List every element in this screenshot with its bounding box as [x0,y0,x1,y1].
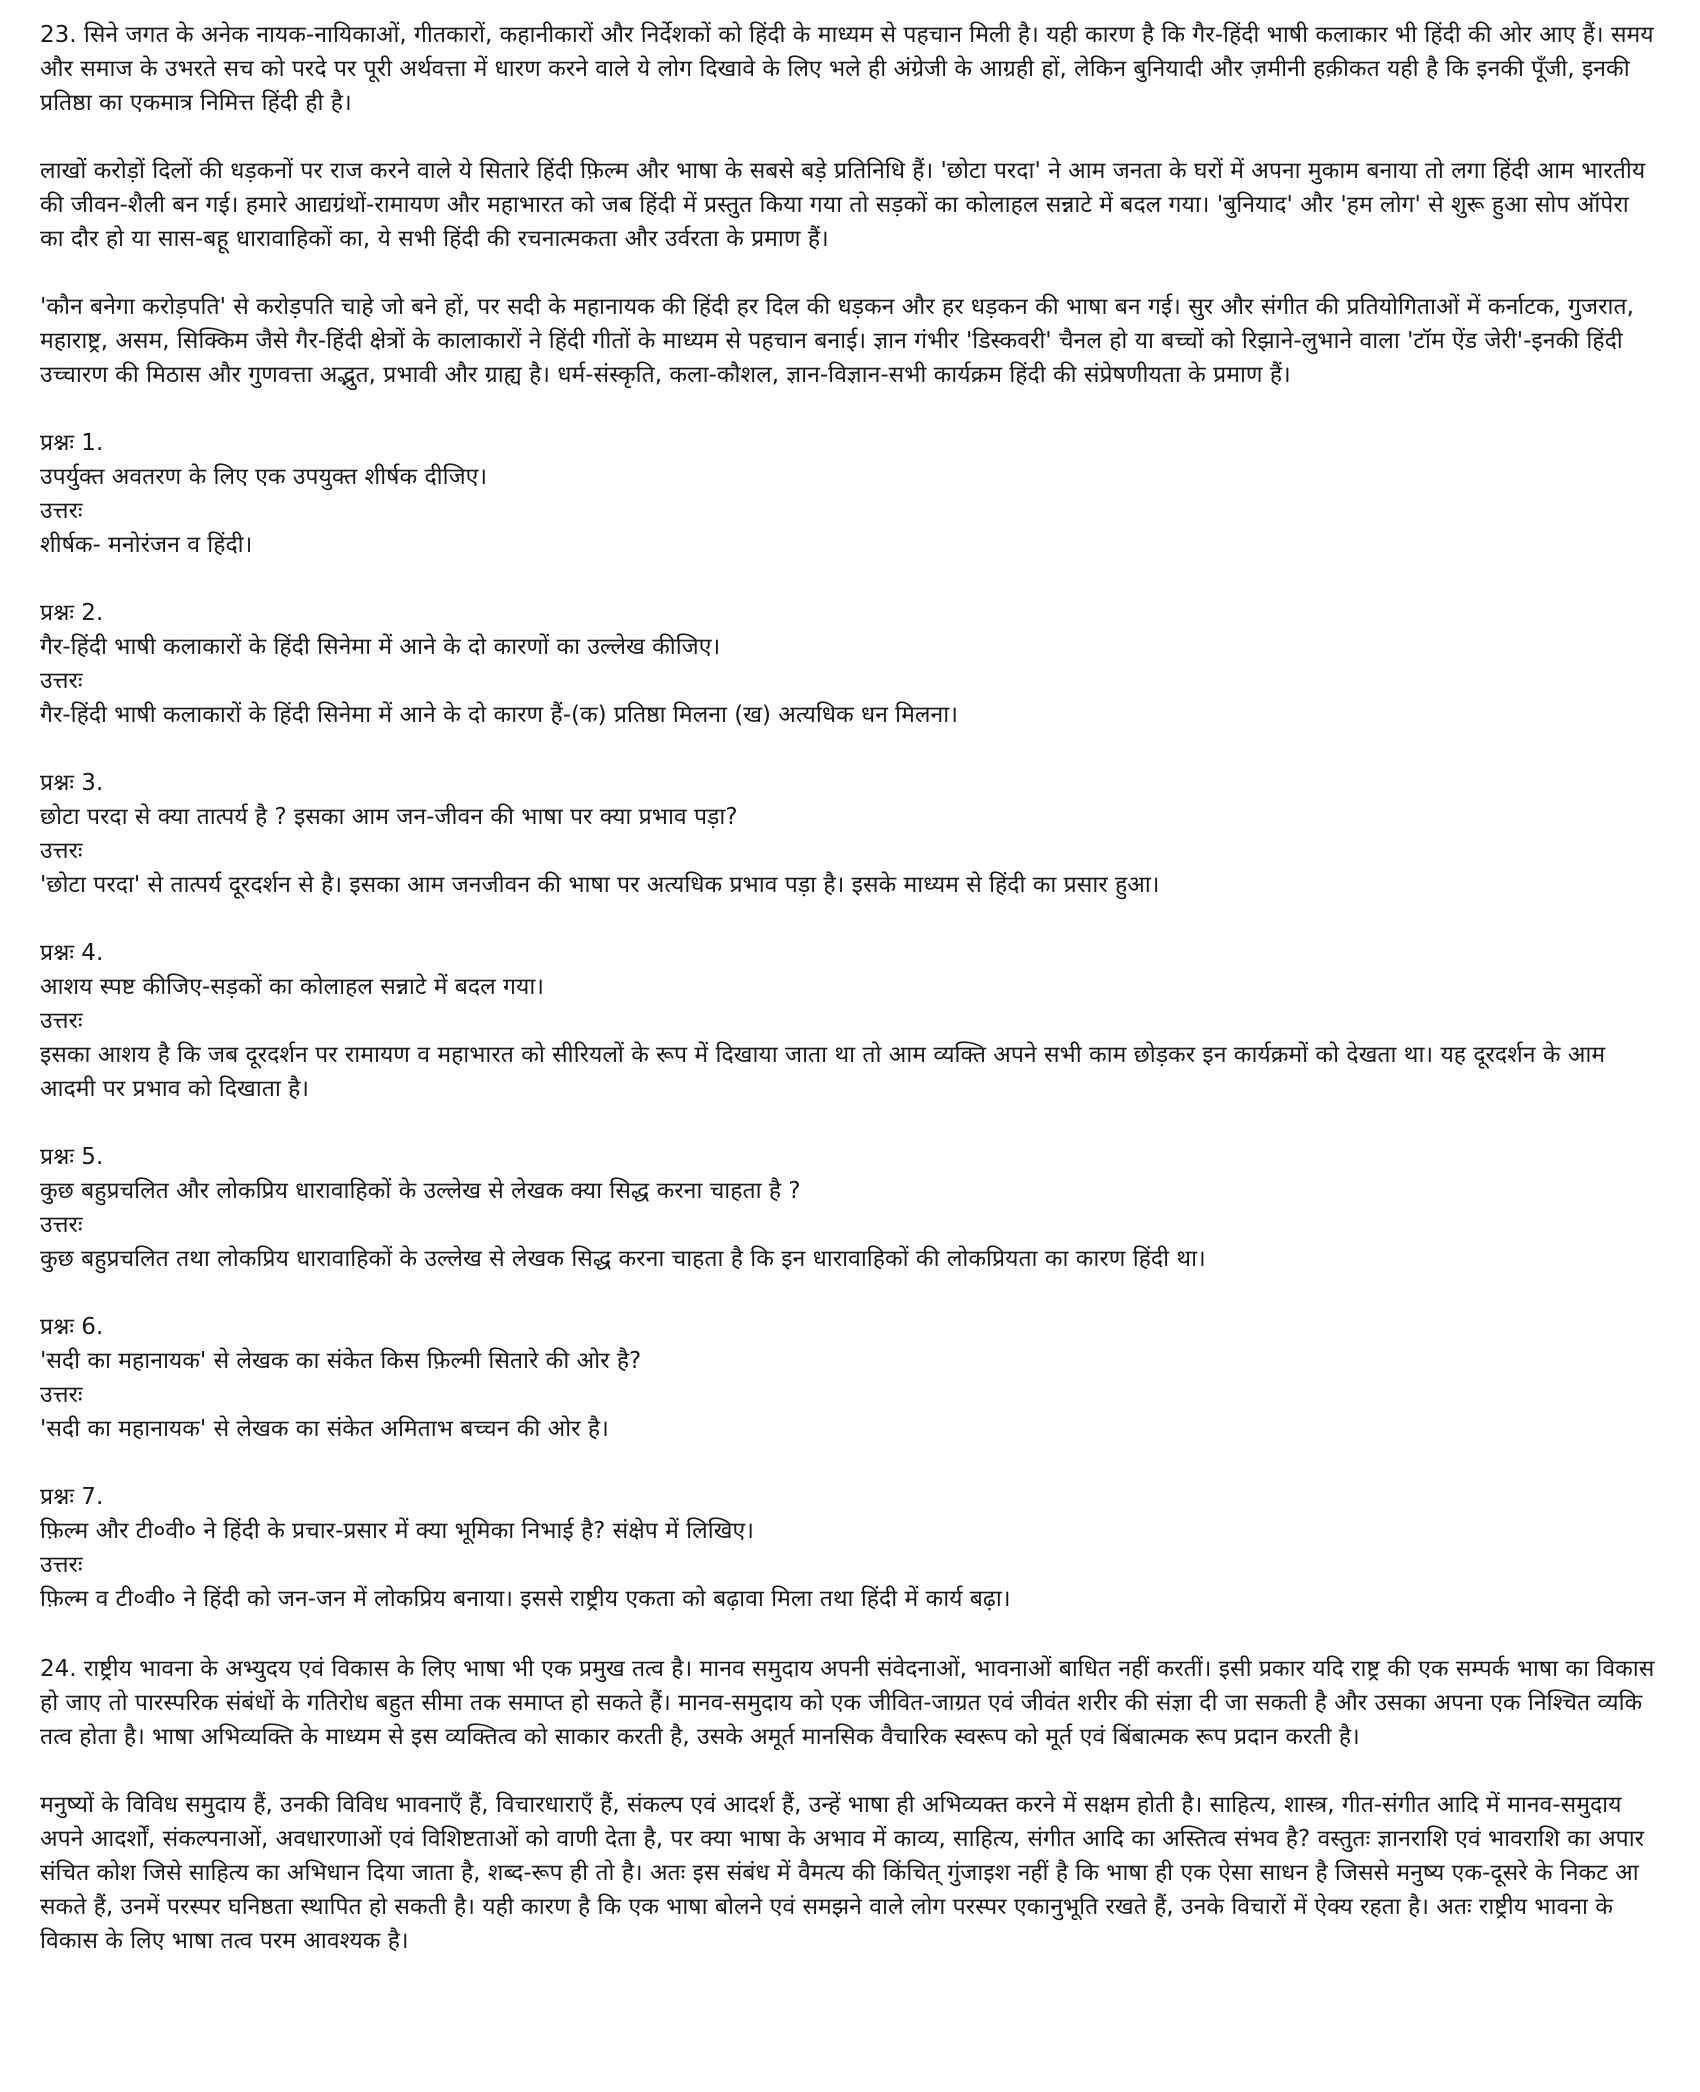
answer-label: उत्तरः [40,498,83,524]
passage-23-paragraph-3: 'कौन बनेगा करोड़पति' से करोड़पति चाहे जो बने हों, पर सदी के महानायक की हिंदी हर दिल की धड़कन और हर धड़कन की भाषा बन गई। सुर और संगीत की प्रतियोगिताओं में कर्नाटक, गुजरात, महाराष्ट्र, असम, सिक्किम जैसे गैर-हिंदी क्षेत्रों के कालाकारों ने हिंदी गीतों के माध्यम से पहचान बनाई। ज्ञान गंभीर 'डिस्कवरी' चैनल हो या बच्चों को रिझाने-लुभाने वाला 'टॉम ऐंड जेरी'-इनकी हिंदी उच्चारण की मिठास और गुणवत्ता अद्भुत, प्रभावी और ग्राह्य है। धर्म-संस्कृति, कला-कौशल, ज्ञान-विज्ञान-सभी कार्यक्रम हिंदी की संप्रेषणीयता के प्रमाण हैं। [40,294,1634,388]
question-block-5 [40,1140,1658,1276]
answer-text: कुछ बहुप्रचलित तथा लोकप्रिय धारावाहिकों के उल्लेख से लेखक सिद्ध करना चाहता है कि इन धारावाहिकों की लोकप्रियता का कारण हिंदी था। [40,1246,1206,1272]
question-label: प्रश्नः 3. [40,770,104,796]
question-block-4 [40,936,1658,1106]
question-text: कुछ बहुप्रचलित और लोकप्रिय धारावाहिकों के उल्लेख से लेखक क्या सिद्ध करना चाहता है ? [40,1178,801,1204]
answer-label: उत्तरः [40,1008,83,1034]
question-text: छोटा परदा से क्या तात्पर्य है ? इसका आम जन-जीवन की भाषा पर क्या प्रभाव पड़ा? [40,804,738,830]
question-block-7 [40,1480,1658,1616]
question-text: गैर-हिंदी भाषी कलाकारों के हिंदी सिनेमा में आने के दो कारणों का उल्लेख कीजिए। [40,634,721,660]
answer-label: उत्तरः [40,1382,83,1408]
question-label: प्रश्नः 4. [40,940,104,966]
answer-text: शीर्षक- मनोरंजन व हिंदी। [40,532,253,558]
question-text: 'सदी का महानायक' से लेखक का संकेत किस फ़िल्मी सितारे की ओर है? [40,1348,642,1374]
question-block-6 [40,1310,1658,1446]
answer-text: गैर-हिंदी भाषी कलाकारों के हिंदी सिनेमा में आने के दो कारण हैं-(क) प्रतिष्ठा मिलना (ख) अत्यधिक धन मिलना। [40,702,958,728]
question-block-3 [40,766,1658,902]
question-label: प्रश्नः 7. [40,1484,104,1510]
question-text: आशय स्पष्ट कीजिए-सड़कों का कोलाहल सन्नाटे में बदल गया। [40,974,545,1000]
question-label: प्रश्नः 1. [40,430,104,456]
answer-text: फ़िल्म व टी०वी० ने हिंदी को जन-जन में लोकप्रिय बनाया। इससे राष्ट्रीय एकता को बढ़ावा मिला तथा हिंदी में कार्य बढ़ा। [40,1586,1011,1612]
answer-label: उत्तरः [40,1552,83,1578]
answer-text: 'सदी का महानायक' से लेखक का संकेत अमिताभ बच्चन की ओर है। [40,1416,609,1442]
passage-23-paragraph-2: लाखों करोड़ों दिलों की धड़कनों पर राज करने वाले ये सितारे हिंदी फ़िल्म और भाषा के सबसे बड़े प्रतिनिधि हैं। 'छोटा परदा' ने आम जनता के घरों में अपना मुकाम बनाया तो लगा हिंदी आम भारतीय की जीवन-शैली बन गई। हमारे आद्यग्रंथों-रामायण और महाभारत को जब हिंदी में प्रस्तुत किया गया तो सड़कों का कोलाहल सन्नाटे में बदल गया। 'बुनियाद' और 'हम लोग' से शुरू हुआ सोप ऑपेरा का दौर हो या सास-बहू धारावाहिकों का, ये सभी हिंदी की रचनात्मकता और उर्वरता के प्रमाण हैं। [40,158,1646,252]
answer-label: उत्तरः [40,668,83,694]
question-label: प्रश्नः 6. [40,1314,104,1340]
question-block-1 [40,426,1658,562]
question-text: उपर्युक्त अवतरण के लिए एक उपयुक्त शीर्षक दीजिए। [40,464,488,490]
passage-24-paragraph-1: 24. राष्ट्रीय भावना के अभ्युदय एवं विकास के लिए भाषा भी एक प्रमुख तत्व है। मानव समुदाय अपनी संवेदनाओं, भावनाओं बाधित नहीं करतीं। इसी प्रकार यदि राष्ट्र की एक सम्पर्क भाषा का विकास हो जाए तो पारस्परिक संबंधों के गतिरोध बहुत सीमा तक समाप्त हो सकते हैं। मानव-समुदाय को एक जीवित-जाग्रत एवं जीवंत शरीर की संज्ञा दी जा सकती है और उसका अपना एक निश्चित व्यकि तत्व होता है। भाषा अभिव्यक्ति के माध्यम से इस व्यक्तित्व को साकार करती है, उसके अमूर्त मानसिक वैचारिक स्वरूप को मूर्त एवं बिंबात्मक रूप प्रदान करती है। [40,1656,1655,1750]
answer-label: उत्तरः [40,838,83,864]
question-block-2 [40,596,1658,732]
passage-23-paragraph-1: 23. सिने जगत के अनेक नायक-नायिकाओं, गीतकारों, कहानीकारों और निर्देशकों को हिंदी के माध्यम से पहचान मिली है। यही कारण है कि गैर-हिंदी भाषी कलाकार भी हिंदी की ओर आए हैं। समय और समाज के उभरते सच को परदे पर पूरी अर्थवत्ता में धारण करने वाले ये लोग दिखावे के लिए भले ही अंग्रेजी के आग्रही हों, लेकिन बुनियादी और ज़मीनी हक़ीकत यही है कि इनकी पूँजी, इनकी प्रतिष्ठा का एकमात्र निमित्त हिंदी ही है। [40,22,1654,116]
question-label: प्रश्नः 5. [40,1144,104,1170]
question-text: फ़िल्म और टी०वी० ने हिंदी के प्रचार-प्रसार में क्या भूमिका निभाई है? संक्षेप में लिखिए। [40,1518,754,1544]
answer-text: इसका आशय है कि जब दूरदर्शन पर रामायण व महाभारत को सीरियलों के रूप में दिखाया जाता था तो आम व्यक्ति अपने सभी काम छोड़कर इन कार्यक्रमों को देखता था। यह दूरदर्शन के आम आदमी पर प्रभाव को दिखाता है। [40,1042,1606,1102]
question-label: प्रश्नः 2. [40,600,104,626]
passage-24-paragraph-2: मनुष्यों के विविध समुदाय हैं, उनकी विविध भावनाएँ हैं, विचारधाराएँ हैं, संकल्प एवं आदर्श हैं, उन्हें भाषा ही अभिव्यक्त करने में सक्षम होती है। साहित्य, शास्त्र, गीत-संगीत आदि में मानव-समुदाय अपने आदर्शों, संकल्पनाओं, अवधारणाओं एवं विशिष्टताओं को वाणी देता है, पर क्या भाषा के अभाव में काव्य, साहित्य, संगीत आदि का अस्तित्व संभव है? वस्तुतः ज्ञानराशि एवं भावराशि का अपार संचित कोश जिसे साहित्य का अभिधान दिया जाता है, शब्द-रूप ही तो है। अतः इस संबंध में वैमत्य की किंचित् गुंजाइश नहीं है कि भाषा ही एक ऐसा साधन है जिससे मनुष्य एक-दूसरे के निकट आ सकते हैं, उनमें परस्पर घनिष्ठता स्थापित हो सकती है। यही कारण है कि एक भाषा बोलने एवं समझने वाले लोग परस्पर एकानुभूति रखते हैं, उनके विचारों में ऐक्य रहता है। अतः राष्ट्रीय भावना के विकास के लिए भाषा तत्व परम आवश्यक है। [40,1792,1645,1954]
answer-text: 'छोटा परदा' से तात्पर्य दूरदर्शन से है। इसका आम जनजीवन की भाषा पर अत्यधिक प्रभाव पड़ा है। इसके माध्यम से हिंदी का प्रसार हुआ। [40,872,1160,898]
answer-label: उत्तरः [40,1212,83,1238]
